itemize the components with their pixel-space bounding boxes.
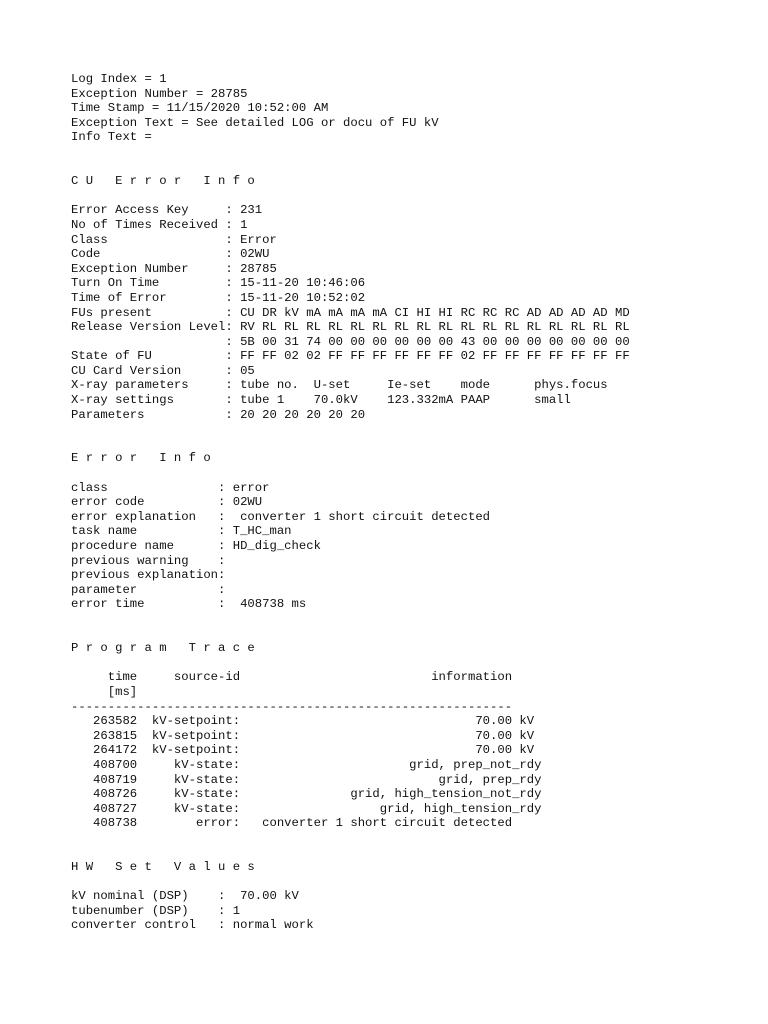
- hw-set-values-section: [71, 860, 751, 933]
- hw-line-converter-control: converter control : normal work: [71, 918, 314, 933]
- section-title: H W S e t V a l u e s: [71, 860, 255, 875]
- section-title: E r r o r I n f o: [71, 451, 211, 466]
- log-header: [71, 72, 751, 145]
- spacer: [71, 612, 751, 641]
- error-line-procedure-name: procedure name : HD_dig_check: [71, 539, 321, 553]
- cu-line-xray-parameters: X-ray parameters : tube no. U-set Ie-set mode phys.focus: [71, 378, 608, 393]
- spacer: [71, 466, 751, 481]
- error-line-code: error code : 02WU: [71, 495, 263, 510]
- cu-line-release-version-values: : 5B 00 31 74 00 00 00 00 00 00 43 00 00 00 00 00 00 00: [71, 334, 630, 349]
- time-stamp-line: Time Stamp = 11/15/2020 10:52:00 AM: [71, 101, 329, 116]
- cu-line-time-of-error: Time of Error : 15-11-20 10:52:02: [71, 290, 366, 305]
- cu-line-error-access-key: Error Access Key : 231: [71, 203, 263, 218]
- error-line-parameter: parameter :: [71, 582, 226, 597]
- section-title: P r o g r a m T r a c e: [71, 641, 255, 656]
- error-info-section: [71, 451, 751, 612]
- trace-row: 263815 kV-setpoint: 70.00 kV: [71, 728, 535, 743]
- trace-header-units: [ms]: [71, 684, 138, 699]
- cu-line-parameters: Parameters : 20 20 20 20 20 20: [71, 407, 366, 422]
- spacer: [71, 875, 751, 890]
- spacer: [71, 656, 751, 671]
- spacer: [71, 422, 751, 451]
- trace-row: 408700 kV-state: grid, prep_not_rdy: [71, 757, 542, 772]
- cu-line-exception-number: Exception Number : 28785: [71, 261, 277, 276]
- cu-line-times-received: No of Times Received : 1: [71, 217, 248, 232]
- error-line-error-time: error time : 408738 ms: [71, 597, 307, 612]
- log-document: [71, 72, 751, 933]
- hw-line-kv-nominal: kV nominal (DSP) : 70.00 kV: [71, 889, 299, 904]
- error-line-previous-explanation: previous explanation:: [71, 568, 226, 583]
- spacer: [71, 831, 751, 860]
- cu-line-card-version: CU Card Version : 05: [71, 363, 255, 378]
- hw-line-tubenumber: tubenumber (DSP) : 1: [71, 903, 241, 918]
- cu-error-info-section: [71, 174, 751, 422]
- trace-row: 263582 kV-setpoint: 70.00 kV: [71, 714, 535, 729]
- exception-number-line: Exception Number = 28785: [71, 86, 248, 101]
- error-line-task-name: task name : T_HC_man: [71, 524, 292, 539]
- program-trace-section: [71, 641, 751, 831]
- trace-separator: ------------------------------------------------------------: [71, 699, 513, 714]
- trace-row: 408719 kV-state: grid, prep_rdy: [71, 772, 542, 787]
- trace-header: time source-id information: [71, 670, 513, 685]
- trace-row: 408738 error: converter 1 short circuit detected: [71, 816, 513, 831]
- cu-line-code: Code : 02WU: [71, 247, 270, 262]
- cu-line-fus-present: FUs present : CU DR kV mA mA mA mA CI HI HI RC RC RC AD AD AD AD MD: [71, 305, 630, 320]
- cu-line-xray-settings: X-ray settings : tube 1 70.0kV 123.332mA PAAP small: [71, 393, 571, 408]
- error-line-explanation: error explanation : converter 1 short circuit detected: [71, 509, 491, 524]
- trace-row: 408727 kV-state: grid, high_tension_rdy: [71, 801, 542, 816]
- section-title: C U E r r o r I n f o: [71, 174, 255, 189]
- exception-text-line: Exception Text = See detailed LOG or docu of FU kV: [71, 115, 439, 130]
- cu-line-state-of-fu: State of FU : FF FF 02 02 FF FF FF FF FF FF 02 FF FF FF FF FF FF FF: [71, 349, 630, 364]
- log-index-line: Log Index = 1: [71, 72, 167, 86]
- cu-line-release-version-level: Release Version Level: RV RL RL RL RL RL RL RL RL RL RL RL RL RL RL RL RL RL: [71, 320, 630, 335]
- cu-line-turn-on-time: Turn On Time : 15-11-20 10:46:06: [71, 276, 366, 291]
- trace-row: 408726 kV-state: grid, high_tension_not_rdy: [71, 787, 542, 802]
- spacer: [71, 145, 751, 174]
- spacer: [71, 189, 751, 204]
- error-line-class: class : error: [71, 480, 270, 495]
- info-text-line: Info Text =: [71, 130, 152, 145]
- cu-line-class: Class : Error: [71, 232, 277, 247]
- error-line-previous-warning: previous warning :: [71, 553, 226, 568]
- trace-row: 264172 kV-setpoint: 70.00 kV: [71, 743, 535, 758]
